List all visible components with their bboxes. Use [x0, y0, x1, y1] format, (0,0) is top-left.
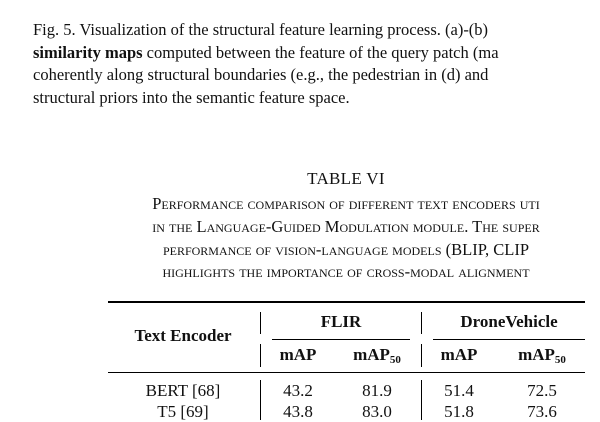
caption-bold-term: similarity maps: [33, 42, 143, 62]
caption-line-1: Fig. 5. Visualization of the structural feature learning process. (a)-(b): [33, 20, 489, 39]
header-metric-subscript: 50: [554, 354, 566, 366]
column-divider: [260, 312, 261, 334]
caption-line-2: [33, 42, 600, 65]
table-cell-value: 83.0: [362, 402, 392, 421]
header-text-encoder: Text Encoder: [134, 326, 232, 345]
header-flir-map50: [338, 345, 416, 366]
table-cell-value: 51.4: [444, 381, 474, 400]
table-cell-value: 43.2: [283, 381, 313, 400]
table-top-rule: [108, 301, 585, 303]
table-description-line: Performance comparison of different text encoders uti: [152, 194, 540, 213]
table-cell-value: 43.8: [283, 402, 313, 421]
table-cell-encoder: T5 [69]: [157, 402, 209, 421]
table-description: [0, 193, 600, 284]
caption-line-3: coherently along structural boundaries (e.g., the pedestrian in (d) and: [33, 65, 489, 85]
table-cell-value: 81.9: [362, 381, 392, 400]
column-divider: [421, 380, 422, 420]
column-divider: [260, 344, 261, 367]
table-title: TABLE VI: [307, 169, 385, 188]
header-metric-subscript: 50: [389, 354, 401, 366]
figure-caption: [33, 19, 600, 109]
table-description-line: in the Language-Guided Modulation module. The super: [152, 216, 540, 236]
header-metric-label: mAP: [518, 345, 555, 364]
flir-group-rule: [272, 339, 410, 340]
caption-line-4: structural priors into the semantic feature space.: [33, 87, 350, 107]
table-description-line: highlights the importance of cross-modal alignment: [162, 262, 530, 282]
table-description-line: performance of vision-language models (BLIP, CLIP: [162, 239, 530, 259]
header-drone-map50: [502, 345, 582, 366]
header-flir-map: mAP: [279, 345, 317, 364]
column-divider: [421, 344, 422, 367]
table-cell-encoder: BERT [68]: [145, 381, 221, 400]
header-metric-label: mAP: [353, 345, 390, 364]
dronevehicle-group-rule: [433, 339, 585, 340]
table-cell-value: 51.8: [444, 402, 474, 421]
table-header-rule: [108, 372, 585, 373]
caption-line-2-rest: computed between the feature of the query patch (ma: [142, 42, 499, 62]
column-divider: [260, 380, 261, 420]
header-flir: FLIR: [320, 312, 362, 331]
table-cell-value: 72.5: [527, 381, 557, 400]
header-dronevehicle: DroneVehicle: [460, 312, 558, 331]
table-cell-value: 73.6: [527, 402, 557, 421]
column-divider: [421, 312, 422, 334]
header-drone-map: mAP: [440, 345, 478, 364]
